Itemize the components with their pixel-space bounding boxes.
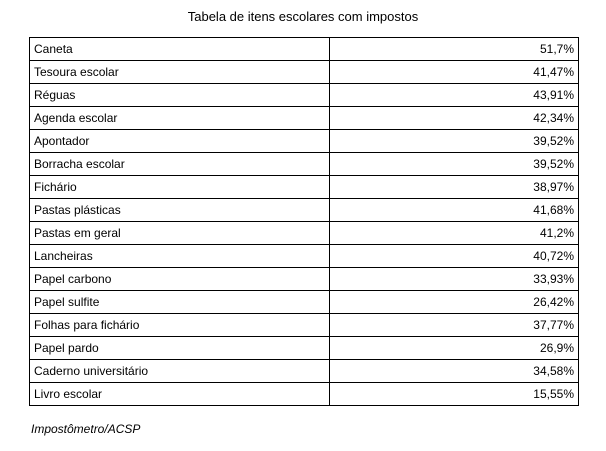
source-note: Impostômetro/ACSP [31,422,141,436]
item-name-cell: Caderno universitário [30,360,330,383]
table-row [30,245,579,268]
tax-value-cell: 41,2% [330,222,579,245]
tax-value-cell: 41,47% [330,61,579,84]
item-name-cell: Papel sulfite [30,291,330,314]
tax-value-cell: 51,7% [330,38,579,61]
table-row [30,130,579,153]
item-name-cell: Papel carbono [30,268,330,291]
tax-value-cell: 42,34% [330,107,579,130]
item-name-cell: Agenda escolar [30,107,330,130]
item-name-cell: Pastas em geral [30,222,330,245]
table-row [30,176,579,199]
item-name-cell: Tesoura escolar [30,61,330,84]
table-row [30,337,579,360]
tax-value-cell: 40,72% [330,245,579,268]
table-row [30,153,579,176]
tax-value-cell: 37,77% [330,314,579,337]
table-row [30,84,579,107]
item-name-cell: Pastas plásticas [30,199,330,222]
tax-value-cell: 15,55% [330,383,579,406]
tax-value-cell: 33,93% [330,268,579,291]
table-row [30,222,579,245]
table-row [30,360,579,383]
tax-value-cell: 34,58% [330,360,579,383]
tax-value-cell: 39,52% [330,130,579,153]
item-name-cell: Borracha escolar [30,153,330,176]
item-name-cell: Folhas para fichário [30,314,330,337]
item-name-cell: Lancheiras [30,245,330,268]
item-name-cell: Caneta [30,38,330,61]
tax-value-cell: 26,9% [330,337,579,360]
item-name-cell: Fichário [30,176,330,199]
table-row [30,314,579,337]
tax-value-cell: 38,97% [330,176,579,199]
item-name-cell: Livro escolar [30,383,330,406]
table-row [30,61,579,84]
item-name-cell: Réguas [30,84,330,107]
tax-value-cell: 39,52% [330,153,579,176]
item-name-cell: Apontador [30,130,330,153]
tax-value-cell: 43,91% [330,84,579,107]
tax-value-cell: 41,68% [330,199,579,222]
table-row [30,291,579,314]
table-row [30,38,579,61]
item-name-cell: Papel pardo [30,337,330,360]
table-title: Tabela de itens escolares com impostos [187,9,419,24]
table-row [30,383,579,406]
table-row [30,199,579,222]
table-row [30,268,579,291]
tax-value-cell: 26,42% [330,291,579,314]
table-row [30,107,579,130]
tax-table [29,37,579,406]
